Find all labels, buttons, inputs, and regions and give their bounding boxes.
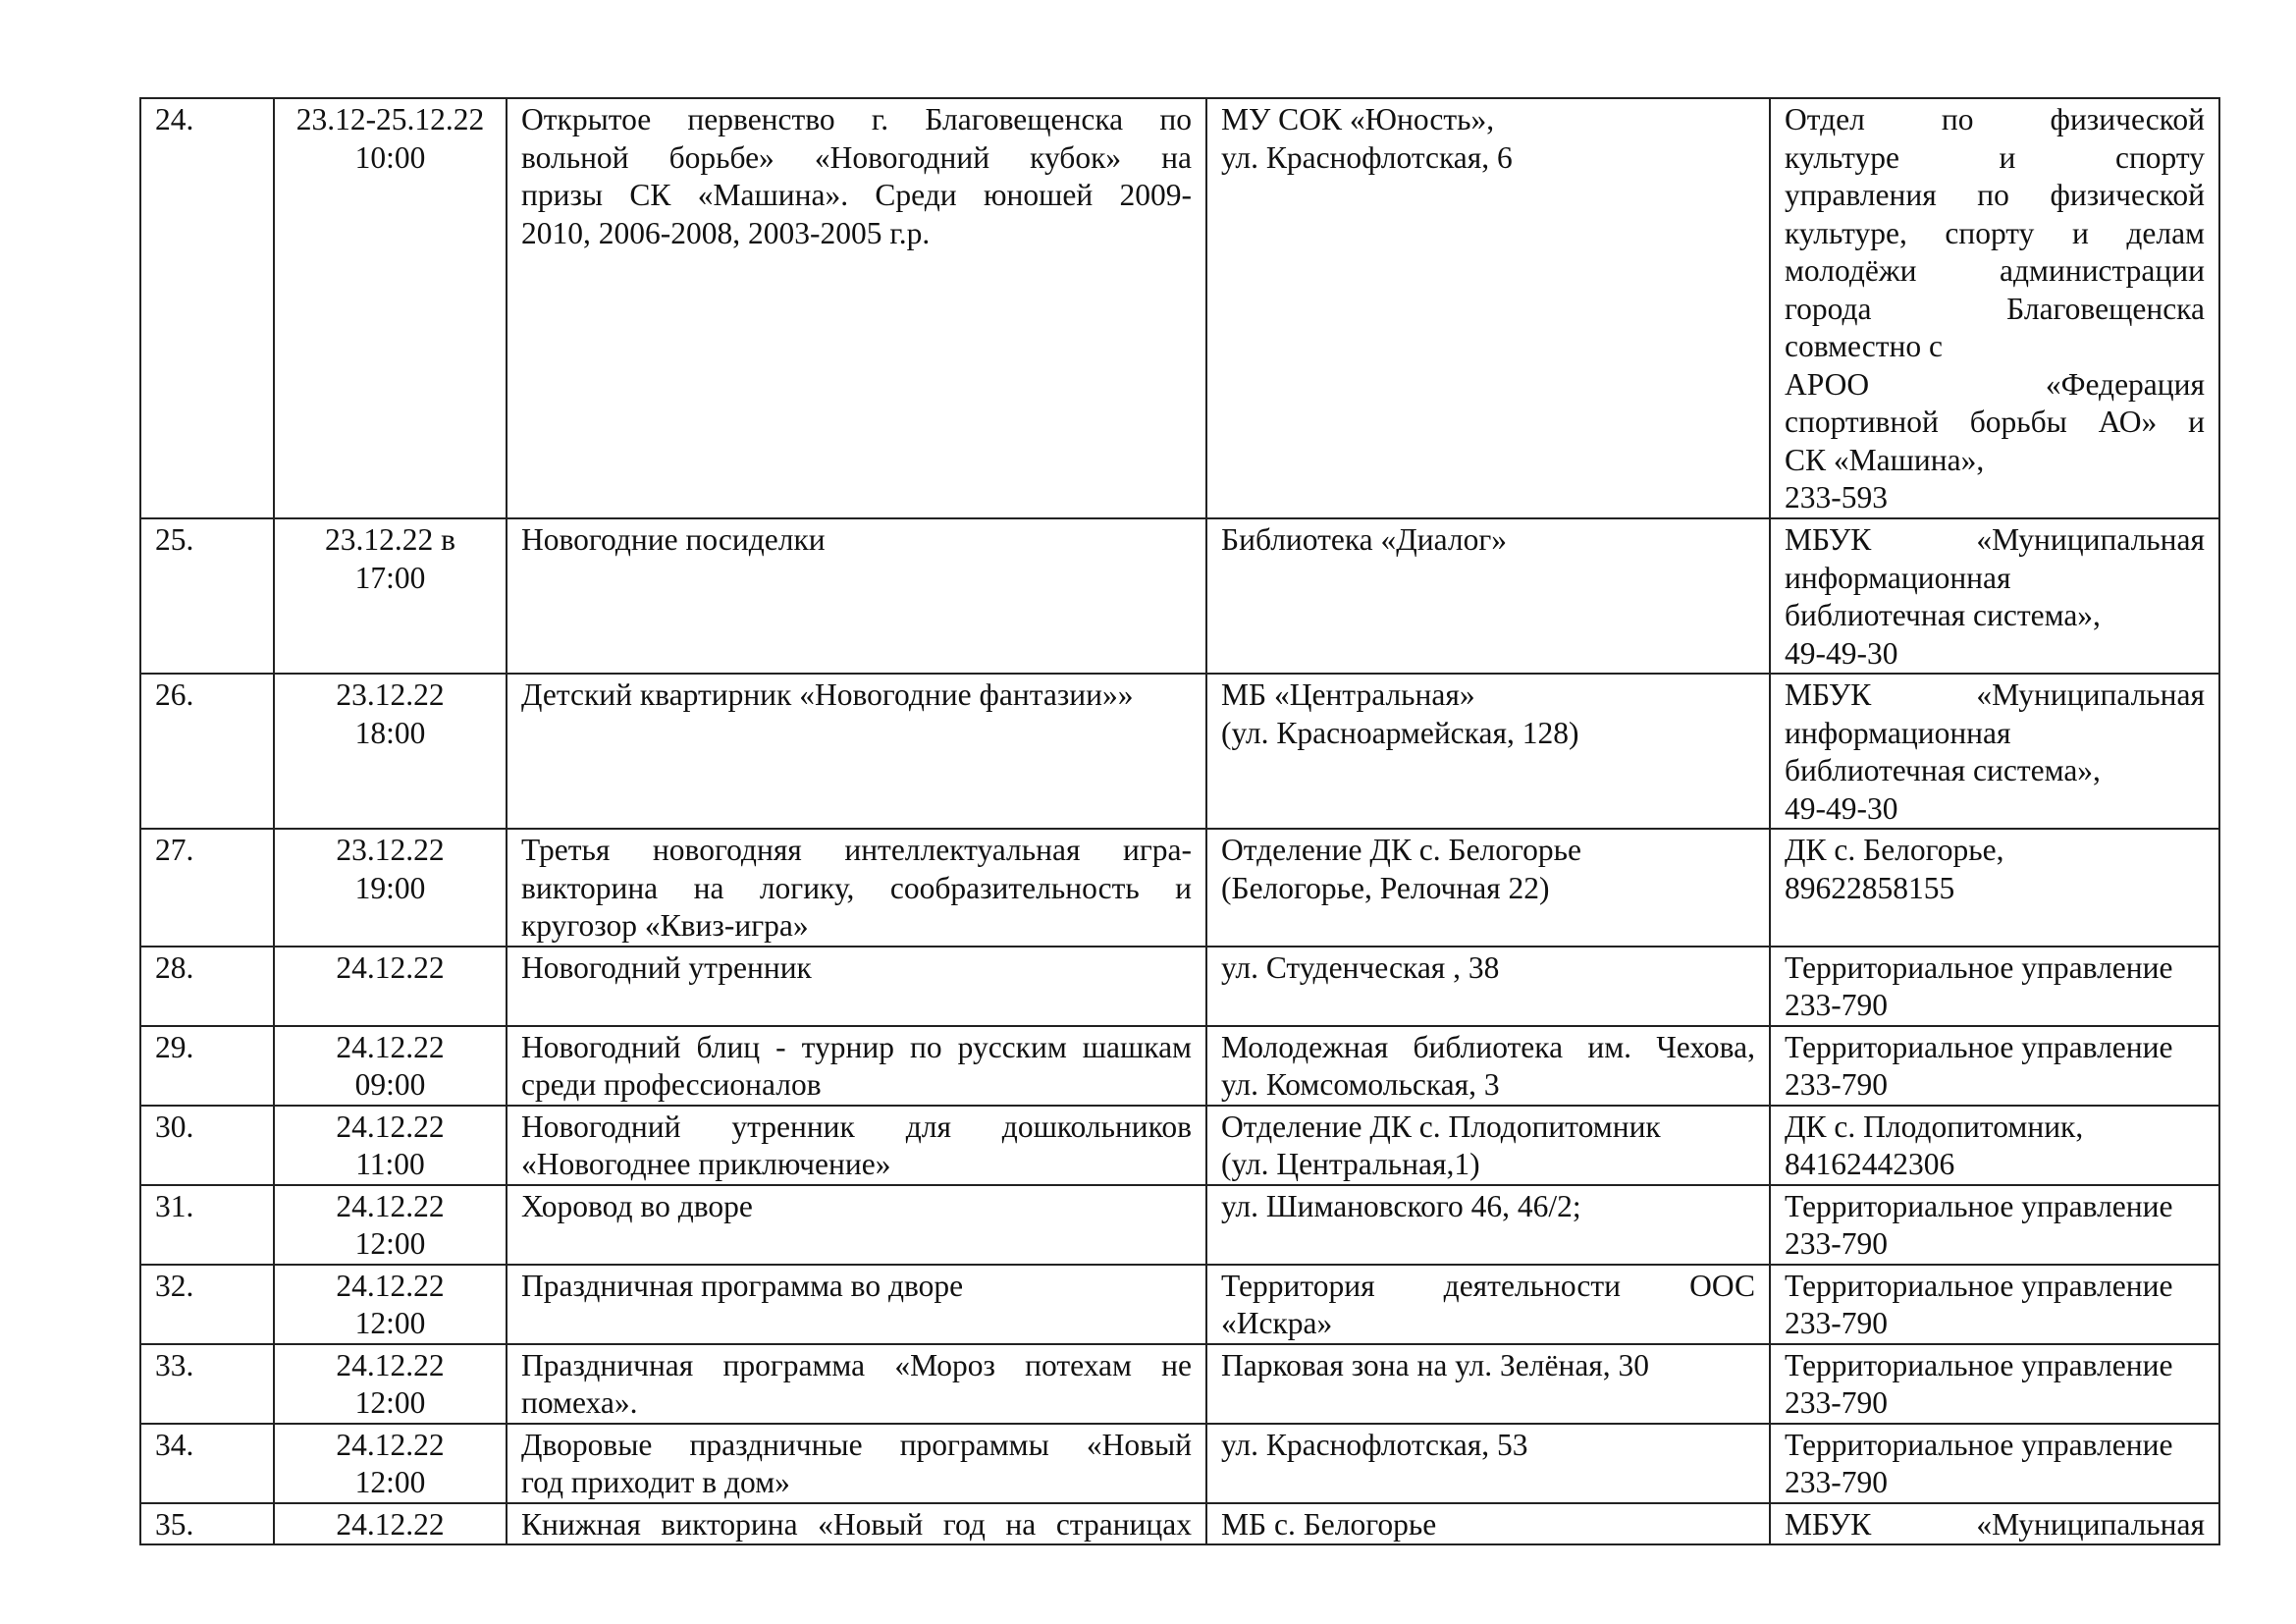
row-number-cell [140,1185,274,1265]
event-organizer-cell [1770,1026,2219,1106]
row-number-cell [140,1106,274,1185]
event-organizer-line: АРОО «Федерация [1785,366,2205,402]
event-date: 24.12.22 [336,1268,445,1303]
event-date: 24.12.22 [336,1506,445,1542]
event-organizer-line: СК «Машина», [1785,442,1985,477]
event-name-line: Новогодний блиц - турнир по русским шашкам [521,1029,1192,1064]
event-name-line: Праздничная программа «Мороз потехам не [521,1347,1192,1382]
event-date: 24.12.22 [336,949,445,985]
row-number-cell [140,1344,274,1424]
event-date-cell [274,518,507,674]
event-organizer-cell [1770,518,2219,674]
row-number: 33. [155,1347,194,1382]
event-place-line: Территория деятельности ООС [1221,1268,1755,1303]
event-name-line: 2010, 2006-2008, 2003-2005 г.р. [521,215,931,250]
event-name-cell [507,1344,1206,1424]
event-place-line: (Белогорье, Релочная 22) [1221,870,1550,905]
table-row [140,1344,2219,1424]
event-place-line: ул. Краснофлотская, 6 [1221,139,1513,175]
event-organizer-line: Территориальное управление [1785,949,2173,985]
row-number: 35. [155,1506,194,1542]
row-number-cell [140,518,274,674]
event-organizer-cell [1770,829,2219,947]
event-organizer-cell [1770,947,2219,1026]
event-organizer-line: культуре и спорту [1785,139,2205,175]
row-number: 31. [155,1188,194,1223]
event-organizer-line: 233-790 [1785,1385,1888,1420]
event-date: 24.12.22 [336,1427,445,1462]
event-place-line: ул. Шимановского 46, 46/2; [1221,1188,1581,1223]
event-name-cell [507,1026,1206,1106]
event-name-cell [507,1424,1206,1503]
event-name-cell [507,1265,1206,1344]
event-date: 23.12.22 [336,833,445,867]
row-number-cell [140,947,274,1026]
event-time: 18:00 [354,715,426,750]
event-date: 24.12.22 [336,1109,445,1144]
event-date: 24.12.22 [336,1347,445,1382]
event-place-cell [1206,1424,1770,1503]
table-row [140,1265,2219,1344]
event-date: 23.12.22 в [325,522,455,557]
event-name-line: вольной борьбе» «Новогодний кубок» на [521,139,1192,175]
event-date-cell [274,1424,507,1503]
event-organizer-line: библиотечная система», [1785,598,2101,632]
event-organizer-line: культуре, спорту и делам [1785,215,2205,250]
event-organizer-line: города Благовещенска [1785,291,2205,326]
event-organizer-cell [1770,1344,2219,1424]
event-time: 17:00 [354,560,426,595]
event-organizer-cell [1770,98,2219,518]
table-row [140,1424,2219,1503]
event-organizer-line: управления по физической [1785,178,2205,212]
event-place-line: (ул. Центральная,1) [1221,1147,1480,1181]
event-place-cell [1206,947,1770,1026]
event-organizer-line: МБУК «Муниципальная [1785,677,2205,712]
table-row [140,674,2219,829]
event-place-cell [1206,1265,1770,1344]
event-time: 12:00 [354,1306,426,1340]
event-place-line: Отделение ДК с. Белогорье [1221,833,1582,867]
row-number-cell [140,1265,274,1344]
event-name-cell [507,1106,1206,1185]
event-organizer-line: Территориальное управление [1785,1347,2173,1382]
table-row [140,1503,2219,1545]
event-organizer-line: Отдел по физической [1785,102,2205,136]
row-number-cell [140,1424,274,1503]
row-number-cell [140,829,274,947]
event-time: 09:00 [354,1067,426,1102]
event-name-line: Хоровод во дворе [521,1188,753,1223]
event-date-cell [274,1265,507,1344]
event-name-line: кругозор «Квиз-игра» [521,908,809,943]
event-place-line: МБ с. Белогорье [1221,1506,1437,1542]
event-place-line: МБ «Центральная» [1221,677,1475,712]
event-date-cell [274,1026,507,1106]
event-place-cell [1206,98,1770,518]
row-number-cell [140,1503,274,1545]
event-name-line: Новогодний утренник для дошкольников [521,1109,1192,1144]
event-date-cell [274,1344,507,1424]
event-date: 24.12.22 [336,1188,445,1223]
event-place-cell [1206,1503,1770,1545]
event-date-cell [274,674,507,829]
event-name-line: Новогодний утренник [521,949,812,985]
event-organizer-line: 84162442306 [1785,1147,1955,1181]
event-name-line: Детский квартирник «Новогодние фантазии»» [521,677,1134,712]
row-number: 32. [155,1268,194,1303]
event-organizer-line: МБУК «Муниципальная [1785,1506,2205,1542]
row-number-cell [140,674,274,829]
event-name-cell [507,829,1206,947]
event-place-line: Библиотека «Диалог» [1221,522,1508,557]
event-organizer-cell [1770,1265,2219,1344]
event-name-line: «Новогоднее приключение» [521,1147,891,1181]
event-time: 12:00 [354,1226,426,1261]
event-organizer-line: Территориальное управление [1785,1268,2173,1303]
table-row [140,98,2219,518]
table-row [140,1026,2219,1106]
table-row [140,947,2219,1026]
event-organizer-line: 233-790 [1785,1306,1888,1340]
event-name-line: викторина на логику, сообразительность и [521,870,1192,905]
row-number: 24. [155,102,194,136]
event-date: 23.12-25.12.22 [295,102,485,136]
event-date-cell [274,1503,507,1545]
table-row [140,1185,2219,1265]
event-name-line: помеха». [521,1385,638,1420]
event-name-line: Дворовые праздничные программы «Новый [521,1427,1192,1462]
event-name-line: Третья новогодняя интеллектуальная игра- [521,833,1192,867]
table-row [140,1106,2219,1185]
event-organizer-line: молодёжи администрации [1785,253,2205,288]
event-date-cell [274,98,507,518]
event-date-cell [274,1106,507,1185]
row-number: 27. [155,833,194,867]
event-organizer-line: 233-790 [1785,988,1888,1022]
event-time: 12:00 [354,1465,426,1499]
event-organizer-line: МБУК «Муниципальная [1785,522,2205,557]
event-name-line: среди профессионалов [521,1067,822,1102]
event-organizer-line: 233-790 [1785,1465,1888,1499]
event-place-line: МУ СОК «Юность», [1221,102,1495,136]
event-place-cell [1206,1185,1770,1265]
event-place-line: Отделение ДК с. Плодопитомник [1221,1109,1661,1144]
event-organizer-cell [1770,674,2219,829]
event-organizer-cell [1770,1185,2219,1265]
event-date-cell [274,1185,507,1265]
row-number: 30. [155,1109,194,1144]
event-place-cell [1206,1344,1770,1424]
event-place-line: ул. Краснофлотская, 53 [1221,1427,1528,1462]
event-place-line: Парковая зона на ул. Зелёная, 30 [1221,1347,1650,1382]
event-organizer-line: ДК с. Плодопитомник, [1785,1109,2084,1144]
events-table-body [140,98,2219,1544]
event-name-line: Книжная викторина «Новый год на страницах [521,1506,1192,1542]
event-organizer-line: 49-49-30 [1785,635,1898,671]
event-name-cell [507,674,1206,829]
row-number-cell [140,1026,274,1106]
event-place-line: ул. Студенческая , 38 [1221,949,1500,985]
event-organizer-line: Территориальное управление [1785,1188,2173,1223]
event-organizer-cell [1770,1424,2219,1503]
row-number: 25. [155,522,194,557]
event-organizer-line: 233-790 [1785,1067,1888,1102]
event-organizer-line: 233-593 [1785,480,1888,514]
event-organizer-line: 233-790 [1785,1226,1888,1261]
event-place-cell [1206,829,1770,947]
event-organizer-line: 89622858155 [1785,870,1955,905]
event-name-cell [507,98,1206,518]
event-organizer-line: спортивной борьбы АО» и [1785,405,2205,439]
event-name-line: Новогодние посиделки [521,522,826,557]
event-organizer-line: Территориальное управление [1785,1427,2173,1462]
event-name-cell [507,947,1206,1026]
event-organizer-cell [1770,1503,2219,1545]
event-organizer-line: библиотечная система», [1785,753,2101,787]
row-number-cell [140,98,274,518]
row-number: 28. [155,949,194,985]
event-organizer-line: совместно с [1785,329,1943,363]
row-number: 29. [155,1029,194,1064]
row-number: 26. [155,677,194,712]
row-number: 34. [155,1427,194,1462]
event-place-cell [1206,1026,1770,1106]
event-name-line: призы СК «Машина». Среди юношей 2009- [521,178,1192,212]
event-organizer-cell [1770,1106,2219,1185]
table-row [140,829,2219,947]
event-name-line: Открытое первенство г. Благовещенска по [521,102,1192,136]
event-time: 12:00 [354,1385,426,1420]
event-organizer-line: информационная [1785,715,2011,750]
event-date-cell [274,947,507,1026]
event-time: 11:00 [355,1147,425,1181]
event-name-cell [507,1503,1206,1545]
table-row [140,518,2219,674]
event-date-cell [274,829,507,947]
event-time: 10:00 [354,139,426,175]
event-place-cell [1206,674,1770,829]
event-place-line: ул. Комсомольская, 3 [1221,1067,1500,1102]
event-place-line: Молодежная библиотека им. Чехова, [1221,1029,1755,1064]
event-organizer-line: ДК с. Белогорье, [1785,833,2004,867]
event-name-cell [507,1185,1206,1265]
event-organizer-line: Территориальное управление [1785,1029,2173,1064]
event-place-line: «Искра» [1221,1306,1333,1340]
event-name-cell [507,518,1206,674]
event-date: 23.12.22 [336,677,445,712]
event-place-cell [1206,1106,1770,1185]
event-name-line: Праздничная программа во дворе [521,1268,964,1303]
event-place-cell [1206,518,1770,674]
event-time: 19:00 [354,870,426,905]
events-table [139,97,2220,1545]
event-name-line: год приходит в дом» [521,1465,790,1499]
event-date: 24.12.22 [336,1029,445,1064]
event-organizer-line: информационная [1785,560,2011,595]
event-place-line: (ул. Красноармейская, 128) [1221,715,1579,750]
event-organizer-line: 49-49-30 [1785,790,1898,826]
